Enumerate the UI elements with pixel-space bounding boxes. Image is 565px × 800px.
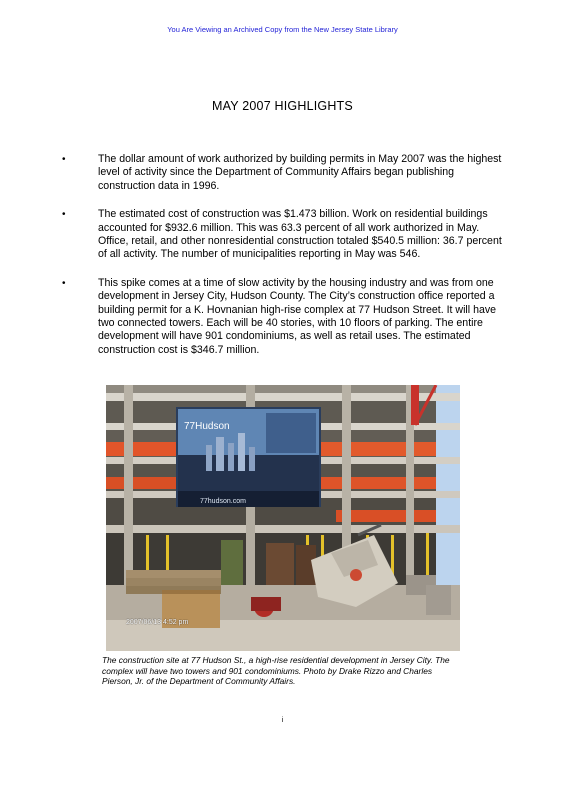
list-item [62,208,507,262]
bullet-icon: • [62,277,66,289]
billboard-brand: 77Hudson [184,421,230,432]
photo-timestamp: 2007/06/13 4:52 pm [126,619,189,626]
billboard-url: 77hudson.com [200,498,246,505]
bullet-text: The dollar amount of work authorized by building permits in May 2007 was the highest level of activity since the Department of Community Affairs began publishing construction data in 1996. [98,153,502,192]
bullet-text: This spike comes at a time of slow activity by the housing industry and was from one development in Jersey City, Hudson County. The City’s construction office reported a building permit for a K. Hovnanian high-rise complex at 77 Hudson Street. It will have two connected towers. Each will be 40 stories, with 10 floors of parking. The entire development will have 901 condominiums, as well as retail uses. The estimated construction cost is $346.7 million. [98,276,497,356]
page-number: i [281,717,284,724]
bullet-icon: • [62,154,66,165]
construction-site-photo [106,385,460,651]
construction-site-illustration [106,385,460,651]
list-item [62,277,507,357]
bullet-icon: • [62,209,66,221]
archive-banner: You Are Viewing an Archived Copy from the New Jersey State Library [167,25,398,34]
photo-caption: The construction site at 77 Hudson St., a high-rise residential development in Jersey City. The complex will have two towers and 901 condominiums. Photo by Drake Rizzo and Charles Pierson, Jr. of the Department of Community Affairs. [102,655,450,686]
list-item [62,153,507,193]
bullet-text: The estimated cost of construction was $1.473 billion. Work on residential buildings accounted for $932.6 million. This was 63.3 percent of all work authorized in May. Office, retail, and other nonresidential construction totaled $540.5 million: 36.7 percent of all activity. The number of municipalities reporting in May was 546. [98,208,502,261]
highlights-list [62,153,507,372]
page-title: MAY 2007 HIGHLIGHTS [212,99,353,113]
